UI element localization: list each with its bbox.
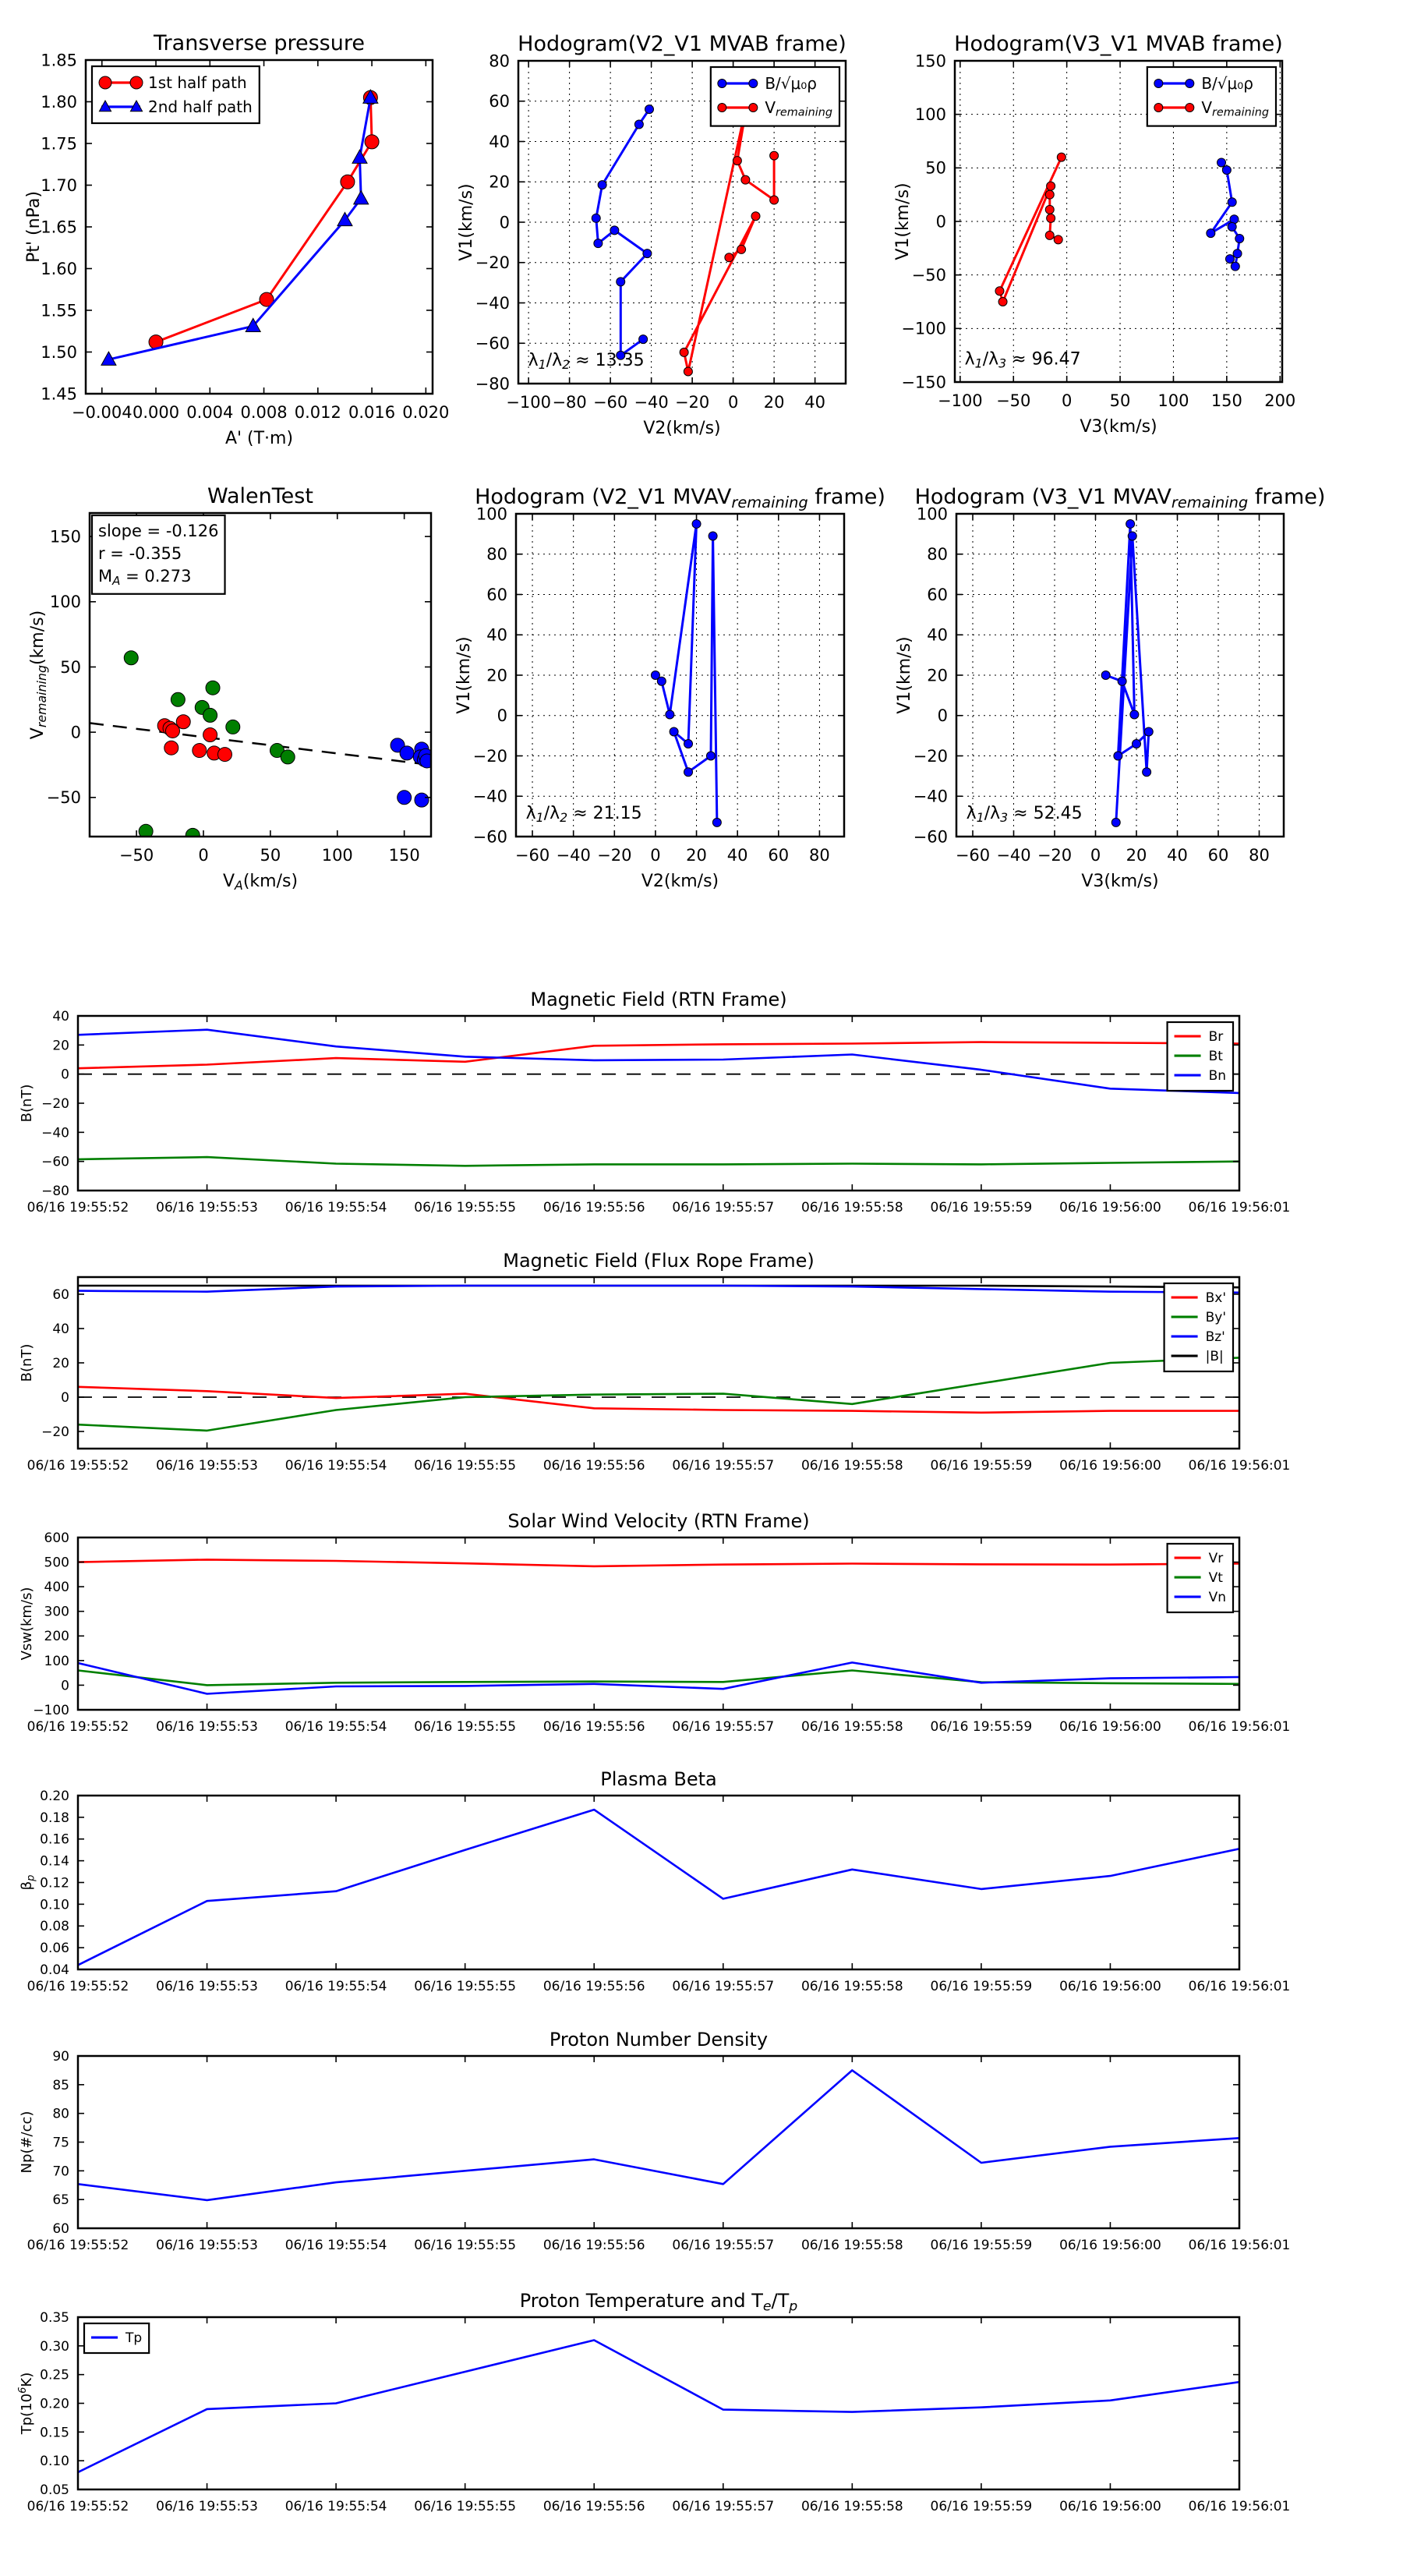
- x-tick-label: 06/16 19:55:54: [284, 2238, 387, 2253]
- x-tick-label: 06/16 19:55:56: [542, 1458, 645, 1474]
- y-tick-label: 500: [44, 1555, 69, 1571]
- x-tick-label: 06/16 19:55:53: [156, 1979, 258, 1994]
- y-tick-label: −20: [475, 253, 510, 273]
- y-tick-label: 65: [52, 2192, 69, 2209]
- panel-title: WalenTest: [207, 484, 313, 508]
- y-tick-label: 100: [914, 105, 946, 125]
- x-tick-label: 80: [1249, 846, 1270, 865]
- legend: [1168, 1022, 1233, 1091]
- panel-title: Plasma Beta: [600, 1768, 717, 1790]
- y-axis-label: βp: [19, 1874, 37, 1891]
- panel-title: Magnetic Field (RTN Frame): [530, 989, 787, 1010]
- x-tick-label: 06/16 19:56:01: [1188, 2499, 1291, 2514]
- stats-box: [92, 515, 225, 594]
- y-tick-label: 1.60: [41, 259, 77, 278]
- x-tick-label: −20: [597, 846, 632, 865]
- y-axis-label: B(nT): [19, 1343, 35, 1382]
- x-tick-label: 60: [1207, 846, 1229, 865]
- x-tick-label: 06/16 19:55:54: [284, 1719, 387, 1735]
- y-tick-label: 0.08: [40, 1919, 69, 1935]
- svg-text:Vn: Vn: [1208, 1590, 1226, 1605]
- x-tick-label: 0.020: [402, 403, 450, 422]
- y-tick-label: 200: [44, 1629, 69, 1645]
- y-tick-label: 50: [60, 657, 81, 677]
- y-tick-label: 60: [489, 92, 510, 111]
- x-tick-label: 20: [763, 393, 785, 412]
- y-tick-label: 40: [52, 1008, 69, 1024]
- x-tick-label: 06/16 19:56:01: [1188, 1458, 1291, 1474]
- y-axis-label: V1(km/s): [457, 183, 476, 261]
- x-tick-label: 06/16 19:56:00: [1059, 1719, 1161, 1735]
- x-tick-label: 40: [804, 393, 825, 412]
- x-tick-label: 200: [1264, 391, 1296, 410]
- x-tick-label: 06/16 19:56:01: [1188, 1200, 1291, 1215]
- x-tick-label: 06/16 19:55:59: [930, 2499, 1033, 2514]
- x-tick-label: 06/16 19:55:59: [930, 1200, 1033, 1215]
- y-tick-label: 50: [925, 158, 946, 178]
- svg-text:Vremaining: Vremaining: [765, 98, 832, 119]
- svg-text:Bt: Bt: [1208, 1049, 1223, 1064]
- x-tick-label: 06/16 19:55:54: [284, 2499, 387, 2514]
- x-tick-label: 06/16 19:56:00: [1059, 2238, 1161, 2253]
- x-tick-label: 0: [650, 846, 661, 865]
- y-axis-label: B(nT): [19, 1084, 35, 1123]
- x-tick-label: −20: [674, 393, 710, 412]
- annotation: λ1/λ2 ≈ 13.35: [528, 351, 645, 373]
- panel-plasma-beta: [19, 1768, 1290, 1994]
- y-tick-label: 20: [52, 1355, 69, 1371]
- x-axis-label: A' (T·m): [224, 429, 294, 448]
- y-tick-label: −60: [475, 334, 510, 353]
- x-tick-label: 60: [768, 846, 790, 865]
- y-tick-label: 1.85: [41, 51, 77, 70]
- x-tick-label: 100: [1157, 391, 1189, 410]
- y-tick-label: 0: [497, 706, 507, 726]
- x-tick-label: 06/16 19:55:56: [542, 2499, 645, 2514]
- y-tick-label: 60: [486, 585, 507, 604]
- svg-text:Br: Br: [1208, 1029, 1224, 1045]
- x-tick-label: 06/16 19:55:57: [672, 2499, 775, 2514]
- x-tick-label: 06/16 19:55:52: [27, 1719, 129, 1735]
- y-tick-label: −60: [472, 827, 507, 847]
- x-tick-label: 0.004: [186, 403, 234, 422]
- y-tick-label: 75: [52, 2135, 69, 2151]
- panel-title: Hodogram (V2_V1 MVAVremaining frame): [475, 485, 885, 511]
- y-tick-label: 1.75: [41, 134, 77, 154]
- panel-title: Solar Wind Velocity (RTN Frame): [507, 1510, 810, 1532]
- x-tick-label: 06/16 19:55:53: [156, 1200, 258, 1215]
- panel-title: Hodogram (V3_V1 MVAVremaining frame): [914, 485, 1326, 511]
- x-tick-label: 06/16 19:55:55: [414, 1979, 517, 1994]
- panel-b-flux-rope: [19, 1250, 1290, 1474]
- x-tick-label: −20: [1037, 846, 1073, 865]
- legend: [84, 2323, 149, 2353]
- legend: [1147, 67, 1276, 126]
- x-tick-label: −0.004: [71, 403, 133, 422]
- y-tick-label: −20: [913, 746, 948, 766]
- y-tick-label: 85: [52, 2077, 69, 2093]
- x-tick-label: −100: [506, 393, 551, 412]
- panel-hodogram-v2v1-mvav: [454, 485, 885, 891]
- y-tick-label: 60: [927, 585, 948, 604]
- y-tick-label: 0.35: [40, 2309, 69, 2326]
- svg-text:Vt: Vt: [1208, 1570, 1223, 1586]
- y-tick-label: −50: [46, 788, 81, 808]
- y-tick-label: 0: [61, 1678, 69, 1694]
- y-tick-label: 60: [52, 2220, 69, 2237]
- x-tick-label: 150: [1210, 391, 1242, 410]
- annotation: λ1/λ2 ≈ 21.15: [525, 804, 642, 826]
- y-tick-label: 0.25: [40, 2367, 69, 2383]
- y-tick-label: −20: [41, 1424, 69, 1440]
- y-tick-label: 40: [927, 625, 948, 645]
- y-tick-label: 0: [937, 706, 948, 726]
- x-tick-label: 06/16 19:55:59: [930, 1458, 1033, 1474]
- panel-title: Proton Number Density: [549, 2029, 769, 2051]
- x-tick-label: 06/16 19:55:54: [284, 1458, 387, 1474]
- x-tick-label: 06/16 19:55:54: [284, 1200, 387, 1215]
- y-tick-label: 150: [49, 527, 81, 547]
- legend: [92, 66, 260, 123]
- y-tick-label: 80: [927, 545, 948, 564]
- x-tick-label: 50: [1109, 391, 1131, 410]
- x-tick-label: 50: [260, 846, 281, 865]
- y-tick-label: 0.20: [40, 1788, 69, 1804]
- y-axis-label: V1(km/s): [895, 636, 914, 714]
- y-tick-label: −80: [475, 374, 510, 394]
- x-tick-label: 06/16 19:55:57: [672, 1458, 775, 1474]
- x-tick-label: 40: [1167, 846, 1188, 865]
- svg-text:Bz': Bz': [1205, 1329, 1225, 1345]
- svg-text:B/√μ₀ρ: B/√μ₀ρ: [765, 74, 817, 93]
- y-axis-label: Vremaining(km/s): [28, 610, 49, 740]
- panel-b-rtn: [19, 989, 1290, 1215]
- x-tick-label: 06/16 19:56:00: [1059, 2499, 1161, 2514]
- panel-title: Magnetic Field (Flux Rope Frame): [503, 1250, 815, 1272]
- y-axis-label: V1(km/s): [454, 636, 474, 714]
- x-tick-label: 40: [726, 846, 748, 865]
- y-tick-label: 0: [499, 213, 510, 232]
- x-axis-label: V3(km/s): [1081, 872, 1159, 891]
- svg-text:|B|: |B|: [1205, 1349, 1224, 1364]
- panel-title: Hodogram(V2_V1 MVAB frame): [518, 32, 846, 56]
- x-tick-label: 0.012: [294, 403, 341, 422]
- x-tick-label: 150: [388, 846, 420, 865]
- y-tick-label: 40: [486, 625, 507, 645]
- x-tick-label: 20: [1126, 846, 1147, 865]
- y-tick-label: 60: [52, 1286, 69, 1303]
- x-tick-label: 06/16 19:55:52: [27, 2499, 129, 2514]
- y-axis-label: Pt' (nPa): [24, 191, 44, 263]
- panel-title: Proton Temperature and Te/Tp: [519, 2290, 798, 2315]
- x-tick-label: 100: [321, 846, 353, 865]
- x-tick-label: −40: [634, 393, 669, 412]
- y-tick-label: 80: [486, 545, 507, 564]
- x-tick-label: 06/16 19:55:53: [156, 1458, 258, 1474]
- x-tick-label: 06/16 19:55:53: [156, 1719, 258, 1735]
- panel-hodogram-v2v1-mvab: [457, 32, 846, 438]
- x-tick-label: 06/16 19:55:57: [672, 1979, 775, 1994]
- x-tick-label: 06/16 19:55:59: [930, 2238, 1033, 2253]
- y-tick-label: 150: [914, 51, 946, 71]
- x-tick-label: 06/16 19:55:52: [27, 1458, 129, 1474]
- x-tick-label: 06/16 19:55:56: [542, 2238, 645, 2253]
- y-tick-label: 100: [44, 1653, 69, 1669]
- panel-vsw-rtn: [19, 1510, 1290, 1735]
- y-tick-label: 100: [916, 504, 948, 524]
- legend: [1168, 1544, 1233, 1612]
- x-tick-label: 06/16 19:55:57: [672, 1719, 775, 1735]
- x-tick-label: 06/16 19:55:55: [414, 1458, 517, 1474]
- x-tick-label: 06/16 19:55:52: [27, 1200, 129, 1215]
- panel-hodogram-v3v1-mvab: [893, 32, 1295, 437]
- svg-text:r = -0.355: r = -0.355: [98, 544, 182, 563]
- svg-text:B/√μ₀ρ: B/√μ₀ρ: [1201, 74, 1253, 93]
- y-axis-label: $Tp(10^6K)$: [17, 2372, 35, 2435]
- y-tick-label: 70: [52, 2164, 69, 2180]
- y-tick-label: −40: [913, 787, 948, 806]
- y-tick-label: −40: [475, 293, 510, 313]
- svg-text:By': By': [1205, 1310, 1226, 1325]
- y-tick-label: 0.12: [40, 1875, 69, 1891]
- y-tick-label: 40: [489, 132, 510, 151]
- y-tick-label: −100: [33, 1702, 69, 1718]
- y-tick-label: 40: [52, 1321, 69, 1337]
- x-tick-label: 06/16 19:55:56: [542, 1979, 645, 1994]
- panel-title: Transverse pressure: [154, 31, 365, 55]
- y-tick-label: 100: [475, 504, 507, 524]
- x-tick-label: 06/16 19:55:55: [414, 1200, 517, 1215]
- panel-title: Hodogram(V3_V1 MVAB frame): [954, 32, 1283, 56]
- y-tick-label: 0.14: [40, 1853, 69, 1870]
- y-tick-label: 20: [489, 172, 510, 192]
- y-tick-label: 600: [44, 1530, 69, 1546]
- panel-hodogram-v3v1-mvav: [895, 485, 1325, 891]
- x-tick-label: 0.008: [240, 403, 288, 422]
- y-tick-label: 80: [52, 2106, 69, 2122]
- x-tick-label: 0: [198, 846, 209, 865]
- x-axis-label: VA(km/s): [222, 872, 299, 893]
- x-tick-label: 0.000: [132, 403, 180, 422]
- svg-text:1st half path: 1st half path: [148, 73, 247, 92]
- x-tick-label: 0: [727, 393, 739, 412]
- y-tick-label: −60: [41, 1154, 69, 1170]
- x-tick-label: 06/16 19:55:52: [27, 1979, 129, 1994]
- y-tick-label: 0: [935, 212, 946, 232]
- panel-proton-density: [19, 2029, 1290, 2253]
- y-tick-label: −20: [472, 746, 507, 766]
- x-tick-label: 06/16 19:56:01: [1188, 1979, 1291, 1994]
- y-tick-label: 0.20: [40, 2396, 69, 2412]
- x-tick-label: 80: [809, 846, 830, 865]
- x-tick-label: 06/16 19:55:57: [672, 1200, 775, 1215]
- y-tick-label: 0: [61, 1389, 69, 1406]
- y-tick-label: 20: [52, 1038, 69, 1054]
- x-tick-label: 06/16 19:55:56: [542, 1719, 645, 1735]
- x-axis-label: V2(km/s): [641, 872, 719, 891]
- x-tick-label: 06/16 19:55:53: [156, 2499, 258, 2514]
- x-tick-label: 06/16 19:55:59: [930, 1979, 1033, 1994]
- y-tick-label: 1.55: [41, 301, 77, 320]
- panel-walen-test: [28, 484, 434, 893]
- x-tick-label: 06/16 19:55:55: [414, 1719, 517, 1735]
- x-tick-label: 06/16 19:55:58: [800, 1719, 903, 1735]
- annotation: λ1/λ3 ≈ 52.45: [966, 804, 1083, 826]
- y-axis-label: V1(km/s): [893, 182, 913, 260]
- svg-text:MA = 0.273: MA = 0.273: [98, 567, 192, 588]
- y-axis-label: Vsw(km/s): [19, 1587, 35, 1661]
- legend: [711, 67, 839, 126]
- y-tick-label: −20: [41, 1095, 69, 1112]
- x-tick-label: 20: [686, 846, 707, 865]
- y-tick-label: 1.65: [41, 218, 77, 237]
- y-tick-label: −150: [901, 373, 946, 392]
- y-tick-label: 0.18: [40, 1810, 69, 1826]
- x-tick-label: −60: [514, 846, 550, 865]
- svg-text:Vr: Vr: [1208, 1551, 1224, 1566]
- x-tick-label: 06/16 19:55:59: [930, 1719, 1033, 1735]
- y-tick-label: −40: [41, 1125, 69, 1141]
- y-tick-label: −100: [901, 319, 946, 338]
- svg-text:Tp: Tp: [125, 2330, 143, 2346]
- panel-proton-temperature: [17, 2290, 1290, 2514]
- y-tick-label: −80: [41, 1183, 69, 1199]
- x-tick-label: 0: [1061, 391, 1073, 410]
- y-tick-label: 20: [927, 666, 948, 685]
- x-tick-label: 06/16 19:55:58: [800, 1200, 903, 1215]
- svg-text:Vremaining: Vremaining: [1201, 98, 1269, 119]
- y-tick-label: 1.45: [41, 384, 77, 404]
- y-tick-label: 1.70: [41, 175, 77, 195]
- y-tick-label: 1.80: [41, 92, 77, 111]
- svg-text:Bx': Bx': [1205, 1290, 1226, 1306]
- x-tick-label: 06/16 19:56:01: [1188, 1719, 1291, 1735]
- x-tick-label: −50: [996, 391, 1031, 410]
- x-tick-label: 06/16 19:55:55: [414, 2499, 517, 2514]
- y-tick-label: 0.15: [40, 2425, 69, 2441]
- x-tick-label: 06/16 19:56:00: [1059, 1979, 1161, 1994]
- y-tick-label: 0.05: [40, 2482, 69, 2498]
- x-tick-label: 06/16 19:56:00: [1059, 1200, 1161, 1215]
- y-tick-label: 20: [486, 666, 507, 685]
- y-tick-label: 0.04: [40, 1962, 69, 1978]
- y-tick-label: −60: [913, 827, 948, 847]
- y-tick-label: −50: [911, 266, 946, 285]
- y-tick-label: 0.30: [40, 2338, 69, 2355]
- y-tick-label: 0.10: [40, 2454, 69, 2470]
- x-tick-label: 06/16 19:55:54: [284, 1979, 387, 1994]
- x-tick-label: 06/16 19:55:58: [800, 2499, 903, 2514]
- x-tick-label: −100: [937, 391, 983, 410]
- y-tick-label: 0.06: [40, 1941, 69, 1957]
- x-tick-label: 06/16 19:56:00: [1059, 1458, 1161, 1474]
- x-tick-label: 06/16 19:55:53: [156, 2238, 258, 2253]
- annotation: λ1/λ3 ≈ 96.47: [964, 349, 1081, 371]
- y-tick-label: −40: [472, 787, 507, 806]
- y-tick-label: 0.16: [40, 1831, 69, 1848]
- x-tick-label: −80: [552, 393, 587, 412]
- panel-transverse-pressure: [24, 31, 449, 448]
- svg-text:Bn: Bn: [1208, 1068, 1226, 1084]
- y-tick-label: 0.10: [40, 1897, 69, 1913]
- x-axis-label: V3(km/s): [1080, 417, 1157, 437]
- x-tick-label: 06/16 19:55:58: [800, 1458, 903, 1474]
- x-tick-label: 06/16 19:55:56: [542, 1200, 645, 1215]
- x-tick-label: 0: [1090, 846, 1101, 865]
- legend: [1164, 1283, 1233, 1371]
- y-tick-label: 400: [44, 1580, 69, 1596]
- x-tick-label: 06/16 19:55:57: [672, 2238, 775, 2253]
- x-tick-label: −60: [955, 846, 991, 865]
- x-tick-label: −40: [996, 846, 1031, 865]
- x-tick-label: 06/16 19:55:52: [27, 2238, 129, 2253]
- y-tick-label: 0: [61, 1067, 69, 1083]
- y-axis-label: Np(#/cc): [19, 2111, 35, 2174]
- y-tick-label: 80: [489, 51, 510, 71]
- y-tick-label: 100: [49, 593, 81, 612]
- x-tick-label: 06/16 19:55:58: [800, 2238, 903, 2253]
- x-tick-label: 06/16 19:55:55: [414, 2238, 517, 2253]
- x-tick-label: 06/16 19:55:58: [800, 1979, 903, 1994]
- x-tick-label: −60: [592, 393, 628, 412]
- x-tick-label: −40: [556, 846, 591, 865]
- svg-text:slope = -0.126: slope = -0.126: [98, 522, 219, 540]
- y-tick-label: 90: [52, 2048, 69, 2065]
- y-tick-label: 300: [44, 1604, 69, 1620]
- y-tick-label: 1.50: [41, 342, 77, 362]
- x-tick-label: 06/16 19:56:01: [1188, 2238, 1291, 2253]
- x-axis-label: V2(km/s): [643, 419, 721, 438]
- y-tick-label: 0: [70, 723, 81, 742]
- svg-text:2nd half path: 2nd half path: [148, 97, 253, 116]
- x-tick-label: 0.016: [348, 403, 396, 422]
- x-tick-label: −50: [118, 846, 154, 865]
